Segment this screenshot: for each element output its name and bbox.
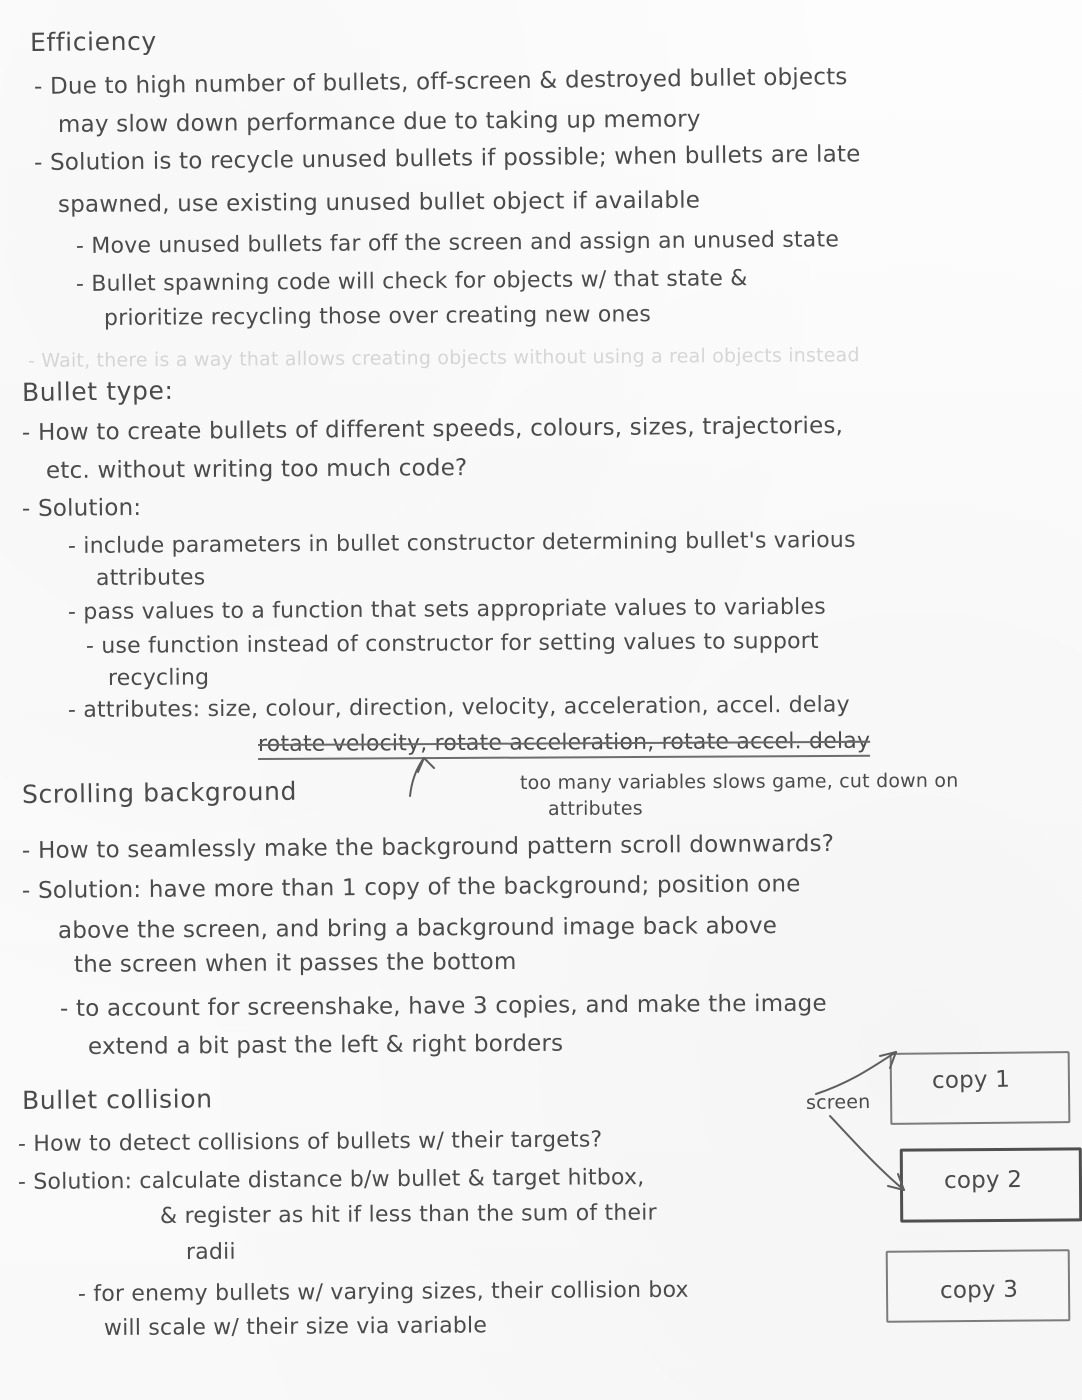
diagram-label-copy-3: copy 3 bbox=[939, 1276, 1019, 1304]
scrolling-line-2: - Solution: have more than 1 copy of the background; position one bbox=[21, 871, 801, 904]
annotation-arrow bbox=[408, 756, 468, 802]
scrolling-line-3: above the screen, and bring a background image back above bbox=[57, 912, 778, 944]
section-heading-bullet-type: Bullet type: bbox=[21, 375, 174, 407]
efficiency-erased-line: - Wait, there is a way that allows creating objects without using a real objects instead bbox=[27, 344, 860, 372]
collision-line-1: - How to detect collisions of bullets w/ their targets? bbox=[17, 1127, 603, 1157]
efficiency-line-6: - Bullet spawning code will check for objects w/ that state & bbox=[75, 266, 748, 297]
scrolling-line-6: extend a bit past the left & right borders bbox=[87, 1030, 564, 1060]
section-heading-scrolling-background: Scrolling background bbox=[21, 776, 298, 809]
bullet-type-annotation-line-1: too many variables slows game, cut down on bbox=[519, 769, 959, 794]
collision-line-5: - for enemy bullets w/ varying sizes, their collision box bbox=[77, 1277, 689, 1307]
bullet-type-line-6: - pass values to a function that sets appropriate values to variables bbox=[67, 594, 826, 625]
bullet-type-line-8: recycling bbox=[107, 665, 210, 691]
bullet-type-annotation-line-2: attributes bbox=[547, 797, 643, 820]
bullet-type-line-1: - How to create bullets of different speeds, colours, sizes, trajectories, bbox=[21, 412, 844, 446]
bullet-type-line-7: - use function instead of constructor for setting values to support bbox=[85, 628, 819, 659]
collision-line-2: - Solution: calculate distance b/w bullet & target hitbox, bbox=[17, 1165, 645, 1195]
collision-line-4: radii bbox=[185, 1239, 236, 1265]
bullet-type-line-3: - Solution: bbox=[21, 494, 142, 522]
scrolling-line-1: - How to seamlessly make the background pattern scroll downwards? bbox=[21, 830, 835, 864]
scrolling-line-4: the screen when it passes the bottom bbox=[73, 948, 517, 978]
bullet-type-line-2: etc. without writing too much code? bbox=[45, 455, 468, 484]
efficiency-line-4: spawned, use existing unused bullet object if available bbox=[57, 187, 701, 218]
diagram-label-screen: screen bbox=[805, 1090, 871, 1114]
bullet-type-line-9: - attributes: size, colour, direction, velocity, acceleration, accel. delay bbox=[67, 692, 850, 723]
efficiency-line-2: may slow down performance due to taking up memory bbox=[57, 106, 701, 138]
collision-line-6: will scale w/ their size via variable bbox=[103, 1313, 488, 1341]
collision-line-3: & register as hit if less than the sum of their bbox=[159, 1200, 657, 1229]
diagram-arrow-to-copy-1 bbox=[812, 1042, 922, 1102]
efficiency-line-1: - Due to high number of bullets, off-screen & destroyed bullet objects bbox=[33, 64, 848, 100]
bullet-type-struck-attributes: rotate velocity, rotate acceleration, rotate accel. delay bbox=[258, 729, 870, 760]
diagram-label-copy-2: copy 2 bbox=[943, 1166, 1023, 1194]
section-heading-efficiency: Efficiency bbox=[29, 26, 157, 57]
efficiency-line-3: - Solution is to recycle unused bullets if possible; when bullets are late bbox=[33, 141, 861, 176]
section-heading-bullet-collision: Bullet collision bbox=[21, 1084, 213, 1115]
bullet-type-line-4: - include parameters in bullet constructor determining bullet's various bbox=[67, 527, 856, 559]
diagram-arrow-to-copy-2 bbox=[828, 1114, 918, 1204]
efficiency-line-5: - Move unused bullets far off the screen and assign an unused state bbox=[75, 227, 840, 259]
scrolling-line-5: - to account for screenshake, have 3 copies, and make the image bbox=[59, 990, 827, 1022]
bullet-type-line-5: attributes bbox=[95, 565, 206, 591]
efficiency-line-7: prioritize recycling those over creating new ones bbox=[103, 302, 652, 331]
diagram-label-copy-1: copy 1 bbox=[931, 1066, 1011, 1094]
